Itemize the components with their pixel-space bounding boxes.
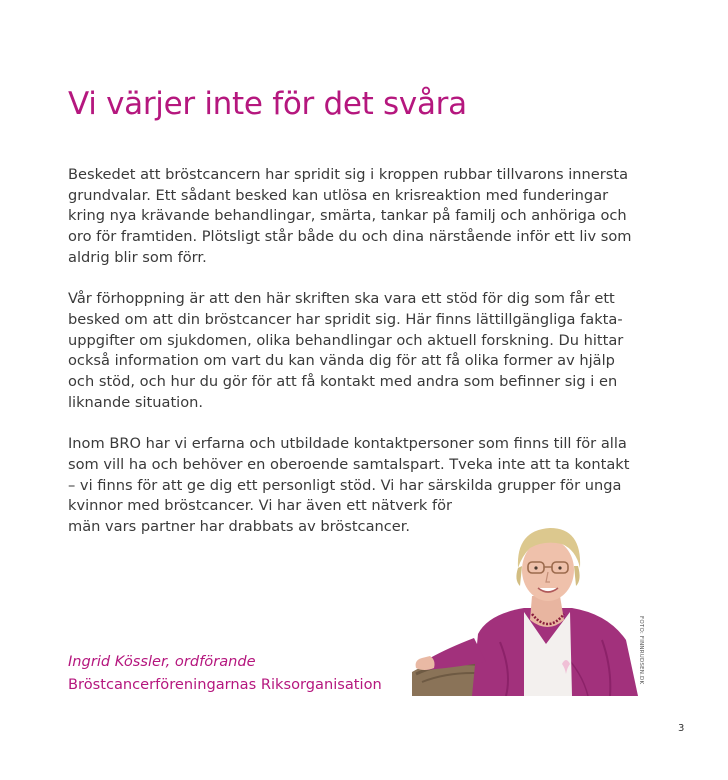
text-line: uppgifter om sjukdomen, olika behandlingar och aktuell forskning. Du hittar — [68, 331, 624, 349]
text-line: som vill ha och behöver en oberoende samtalspart. Tveka inte att ta kontakt — [68, 455, 630, 473]
page-title: Vi värjer inte för det svåra — [68, 86, 467, 122]
portrait-photo — [412, 522, 646, 696]
text-line: grundvalar. Ett sådant besked kan utlösa en krisreaktion med funderingar — [68, 186, 609, 204]
text-line: Vår förhoppning är att den här skriften ska vara ett stöd för dig som får ett — [68, 290, 615, 308]
body-text — [68, 165, 648, 558]
text-line: också information om vart du kan vända dig för att få olika former av hjälp — [68, 352, 615, 370]
paragraph-1 — [68, 165, 648, 269]
text-line: kvinnor med bröstcancer. Vi har även ett nätverk för — [68, 497, 453, 515]
page-number: 3 — [678, 723, 685, 734]
text-line: Beskedet att bröstcancern har spridit sig i kroppen rubbar tillvarons innersta — [68, 166, 629, 183]
portrait-illustration — [412, 522, 646, 696]
text-line: – vi finns för att ge dig ett personligt stöd. Vi har särskilda grupper för unga — [68, 476, 622, 494]
signature-organisation: Bröstcancerföreningarnas Riksorganisation — [68, 676, 382, 693]
text-line: oro för framtiden. Plötsligt står både du och dina närstående inför ett liv som — [68, 228, 632, 246]
text-line: och stöd, och hur du gör för att få kontakt med andra som befinner sig i en — [68, 373, 618, 391]
text-line: aldrig blir som förr. — [68, 248, 207, 266]
signature-name: Ingrid Kössler, ordförande — [68, 653, 256, 670]
paragraph-2 — [68, 289, 648, 413]
text-line: Inom BRO har vi erfarna och utbildade kontaktpersoner som finns till för alla — [68, 435, 627, 453]
text-line: besked om att din bröstcancer har spridit sig. Här finns lättillgängliga fakta- — [68, 310, 623, 328]
text-line: liknande situation. — [68, 393, 204, 411]
text-line: kring nya krävande behandlingar, smärta, tankar på familj och anhöriga och — [68, 207, 627, 225]
text-line: män vars partner har drabbats av bröstcancer. — [68, 517, 411, 535]
photo-credit: FOTO: FINNRUDSEN.DK — [638, 616, 644, 685]
